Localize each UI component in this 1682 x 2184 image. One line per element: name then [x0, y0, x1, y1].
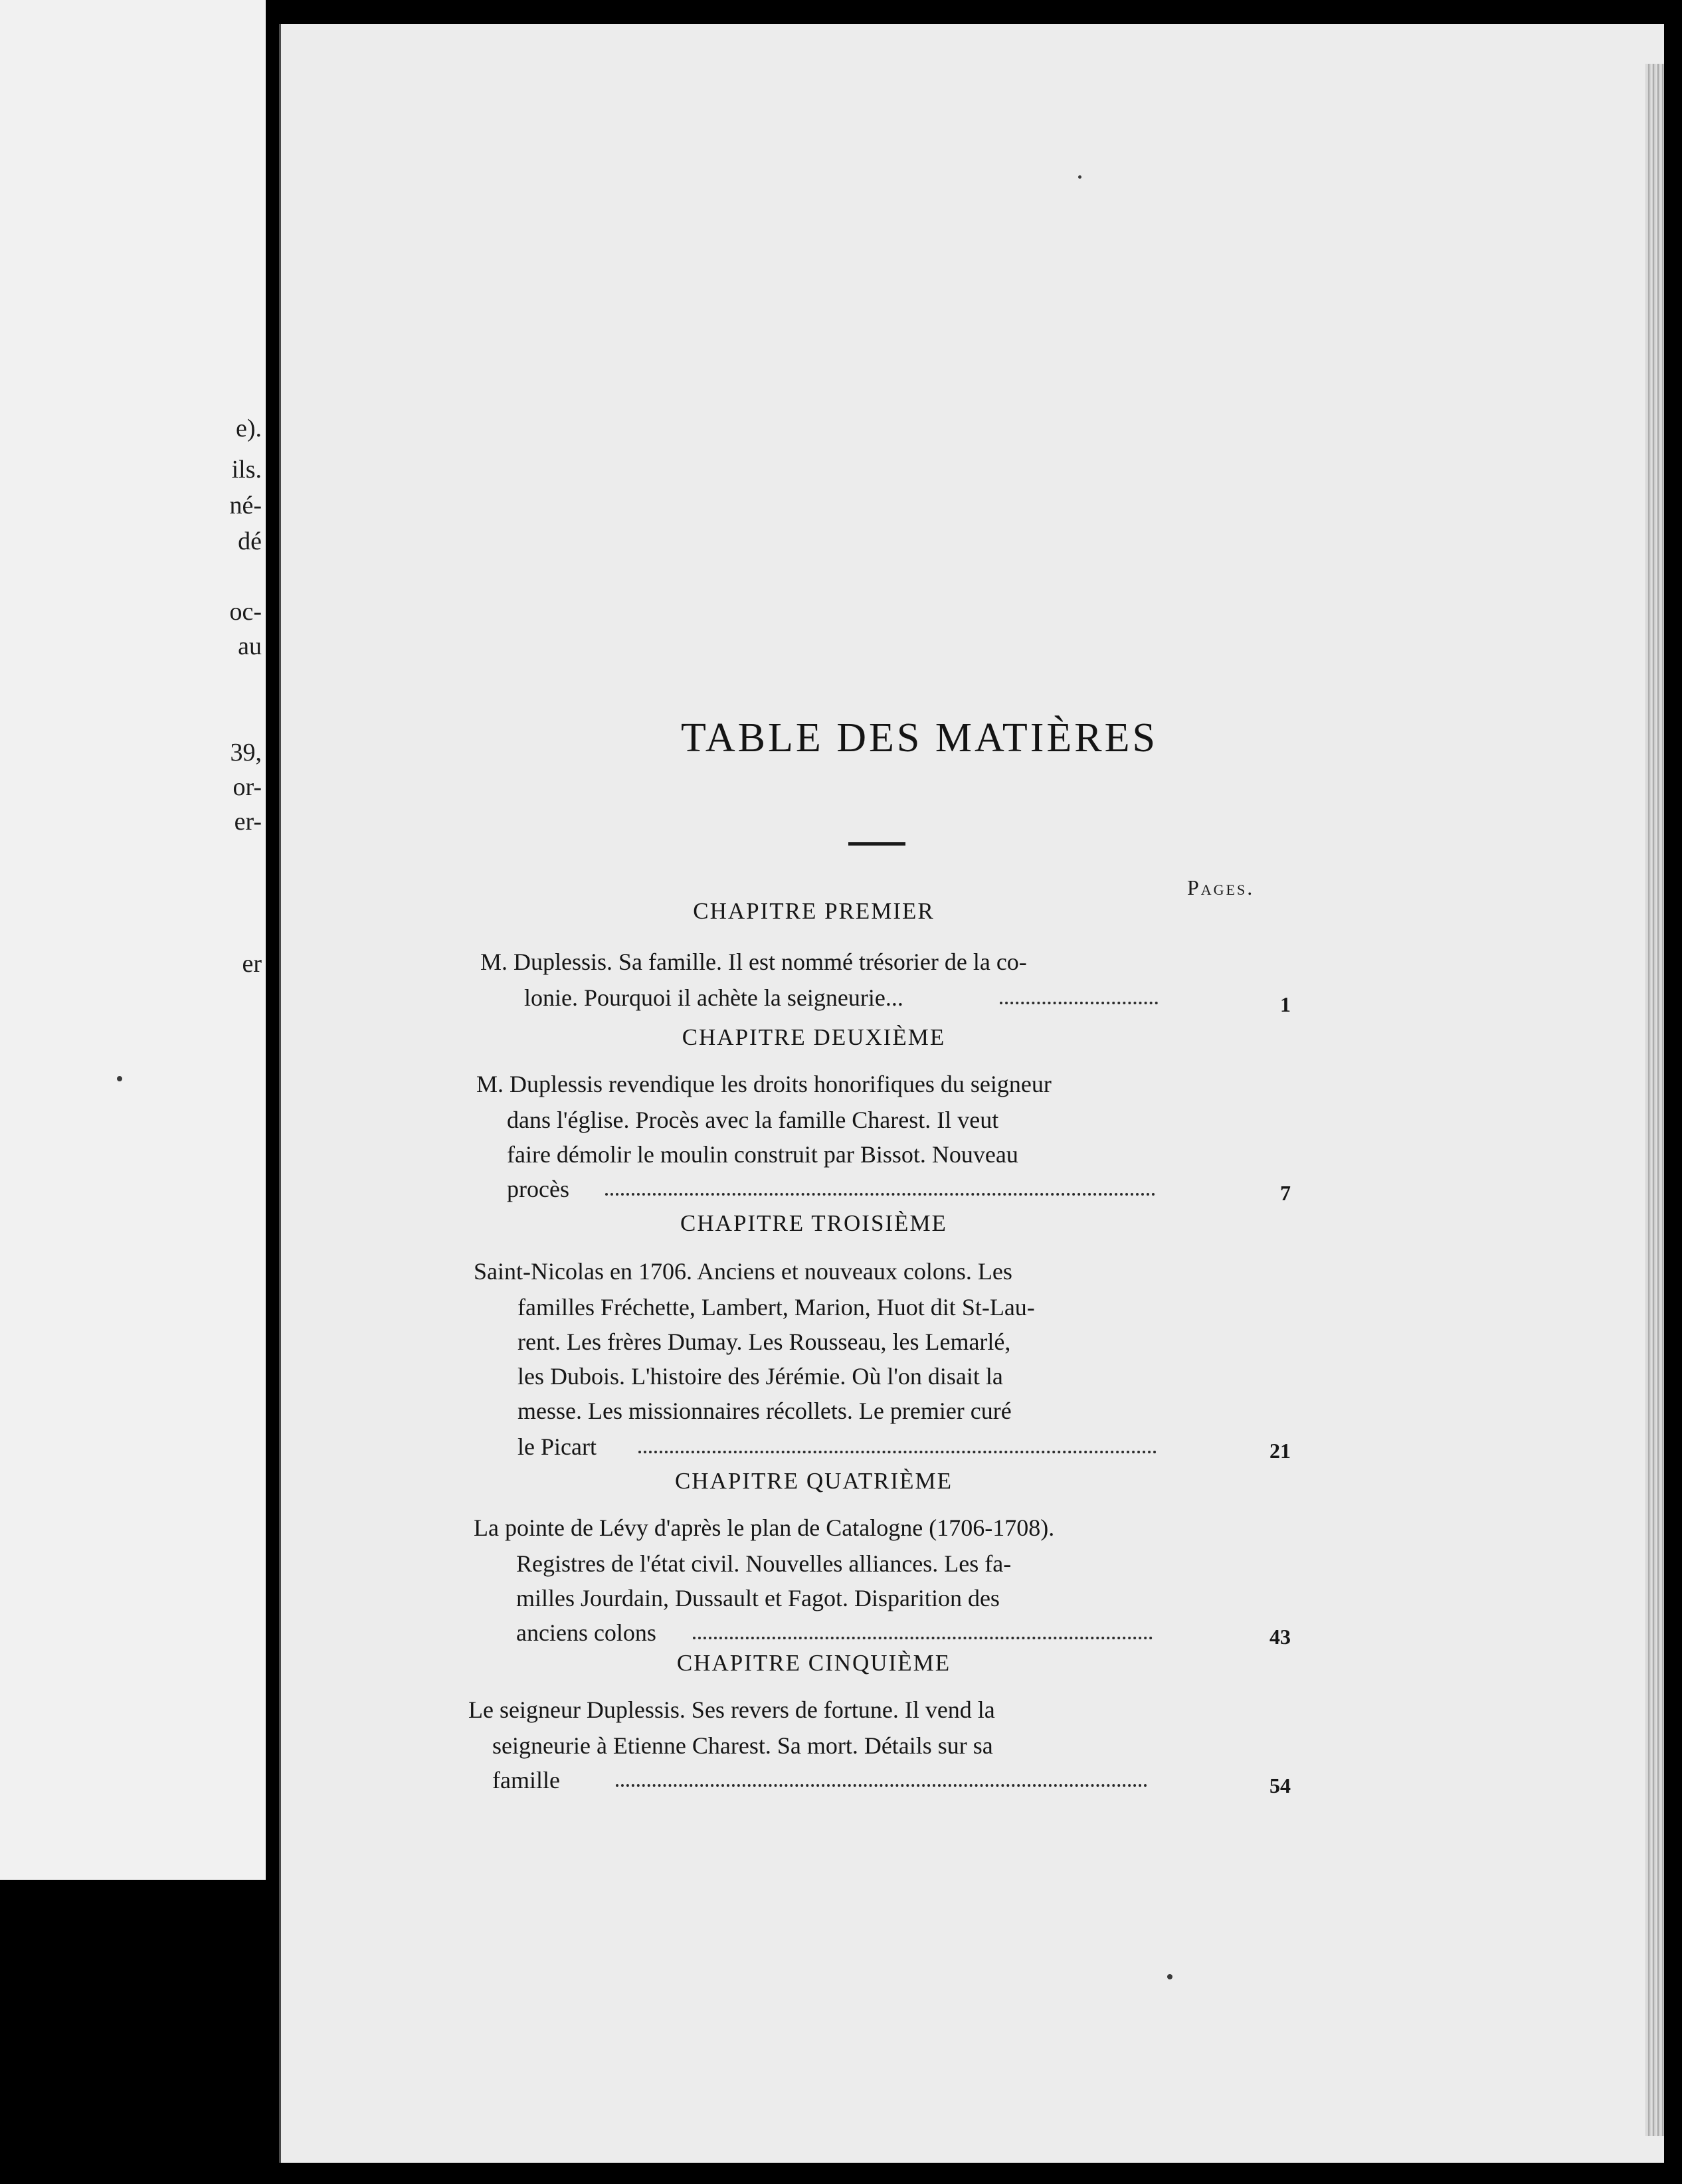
dot-leader	[616, 1784, 1147, 1787]
chapter-summary-line: Registres de l'état civil. Nouvelles alliances. Les fa-	[516, 1550, 1012, 1577]
chapter-heading: CHAPITRE CINQUIÈME	[676, 1650, 951, 1676]
title-rule	[848, 842, 905, 846]
left-page-fragment: er	[242, 950, 262, 978]
chapter-summary-line: dans l'église. Procès avec la famille Charest. Il veut	[507, 1107, 999, 1133]
left-page-fragment: dé	[238, 527, 262, 555]
chapter-summary-line: M. Duplessis. Sa famille. Il est nommé trésorier de la co-	[480, 949, 1027, 975]
left-page-fragment: né-	[229, 492, 262, 519]
chapter-summary-line: La pointe de Lévy d'après le plan de Catalogne (1706-1708).	[474, 1514, 1055, 1541]
chapter-heading: CHAPITRE QUATRIÈME	[674, 1468, 953, 1494]
chapter-summary-line: messe. Les missionnaires récollets. Le premier curé	[517, 1398, 1012, 1424]
chapter-summary-line: les Dubois. L'histoire des Jérémie. Où l'on disait la	[517, 1363, 1003, 1390]
left-page-fragment: 39,	[230, 739, 262, 767]
chapter-heading: CHAPITRE PREMIER	[693, 898, 935, 924]
page-number: 54	[1269, 1774, 1291, 1797]
chapter-summary-line: Saint-Nicolas en 1706. Anciens et nouveaux colons. Les	[474, 1258, 1012, 1285]
dot-leader	[693, 1637, 1153, 1639]
chapter-heading: CHAPITRE TROISIÈME	[680, 1210, 947, 1236]
chapter-summary-line: lonie. Pourquoi il achète la seigneurie...	[524, 984, 903, 1011]
left-page-fragment: au	[238, 632, 262, 660]
pages-column-heading: Pages.	[1187, 875, 1255, 899]
table-of-contents-page	[279, 24, 1664, 2163]
chapter-heading: CHAPITRE DEUXIÈME	[682, 1024, 946, 1050]
chapter-summary-line: M. Duplessis revendique les droits honorifiques du seigneur	[476, 1071, 1052, 1097]
chapter-summary-line: milles Jourdain, Dussault et Fagot. Disparition des	[516, 1585, 1000, 1611]
dot-leader	[638, 1451, 1157, 1453]
page-stack-edge	[1645, 64, 1664, 2136]
dot-leader	[605, 1193, 1155, 1196]
page-title: TABLE DES MATIÈRES	[680, 715, 1159, 761]
chapter-summary-line: rent. Les frères Dumay. Les Rousseau, les Lemarlé,	[517, 1328, 1011, 1355]
chapter-summary-line: Le seigneur Duplessis. Ses revers de fortune. Il vend la	[468, 1696, 995, 1723]
page-number: 1	[1280, 992, 1291, 1016]
left-page-fragment: or-	[233, 773, 262, 801]
previous-page-edge	[0, 0, 266, 1880]
chapter-summary-line: famille	[492, 1767, 560, 1793]
page-number: 43	[1269, 1625, 1291, 1649]
left-page-fragment: e).	[235, 414, 262, 442]
ink-speck	[1078, 175, 1081, 179]
chapter-summary-line: anciens colons	[516, 1619, 656, 1646]
left-page-fragment: oc-	[229, 598, 262, 626]
left-page-fragment: er-	[234, 808, 262, 836]
chapter-summary-line: familles Fréchette, Lambert, Marion, Huot dit St-Lau-	[517, 1294, 1035, 1320]
ink-speck	[1167, 1974, 1172, 1979]
chapter-summary-line: le Picart	[517, 1433, 597, 1460]
chapter-summary-line: procès	[507, 1176, 569, 1202]
page-number: 21	[1269, 1439, 1291, 1463]
chapter-summary-line: faire démolir le moulin construit par Bissot. Nouveau	[507, 1141, 1018, 1168]
dot-leader	[1000, 1002, 1158, 1004]
page-number: 7	[1280, 1181, 1291, 1205]
ink-speck	[117, 1076, 122, 1081]
left-page-fragment: ils.	[231, 456, 262, 484]
chapter-summary-line: seigneurie à Etienne Charest. Sa mort. Détails sur sa	[492, 1732, 993, 1759]
